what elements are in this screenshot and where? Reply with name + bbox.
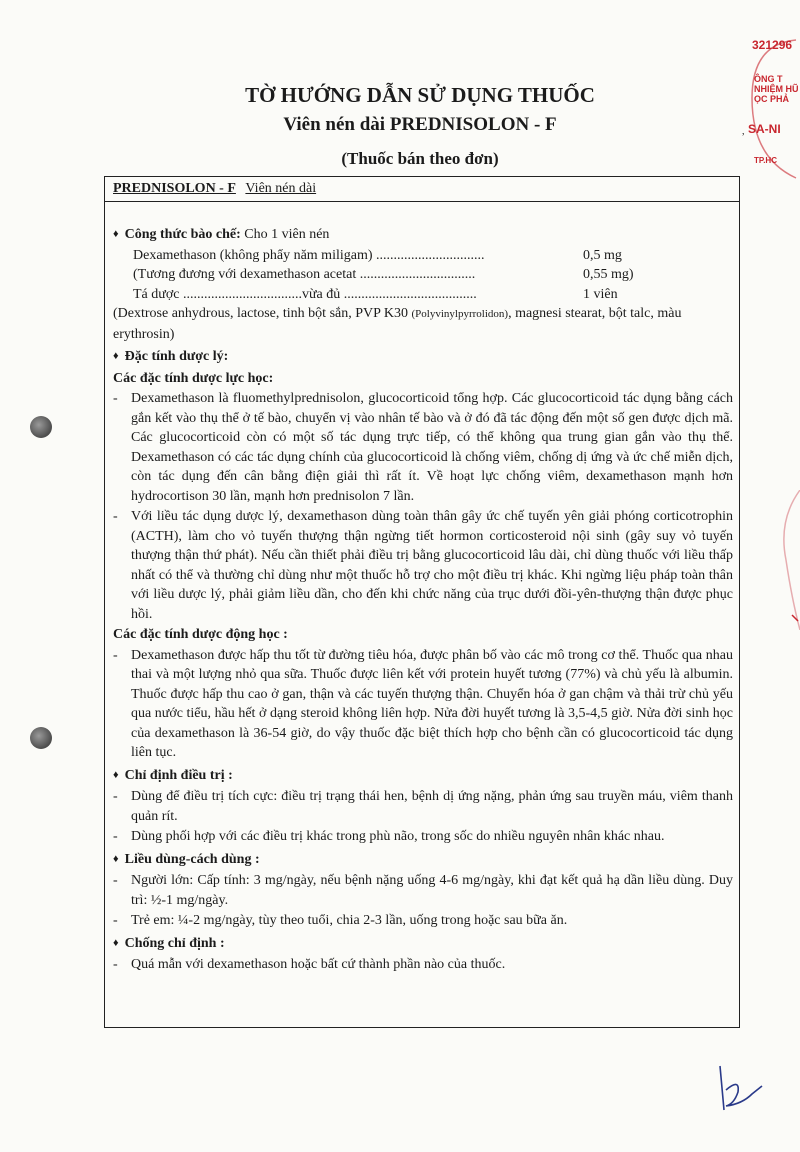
stamp-number: 321296	[752, 38, 793, 52]
prescription-note: (Thuốc bán theo đơn)	[341, 149, 499, 168]
bullet-icon: ♦	[113, 350, 119, 362]
list-item: - Quá mẫn với dexamethason hoặc bất cứ thành phần nào của thuốc.	[113, 957, 506, 972]
list-item: - Người lớn: Cấp tính: 3 mg/ngày, nếu bệnh nặng uống 4-6 mg/ngày, khi đạt kết quả hạ dần liều dùng. Duy trì: ½-1 mg/ngày.	[113, 873, 733, 908]
leaflet-content	[105, 202, 739, 975]
stamp-ring	[746, 38, 800, 188]
handwritten-initials	[712, 1060, 772, 1120]
formula-row	[113, 265, 733, 285]
document-title: TỜ HƯỚNG DẪN SỬ DỤNG THUỐC	[245, 83, 595, 107]
formula-row	[113, 285, 733, 305]
excipients-list: (Dextrose anhydrous, lactose, tinh bột sắn, PVP K30 (Polyvinylpyrrolidon), magnesi stearat, bột talc, màu erythrosin)	[113, 306, 682, 342]
ingredient-amount: 1 viên	[583, 286, 618, 302]
section-pharmacology	[113, 347, 733, 368]
list-item: - Dexamethason là fluomethylprednisolon, glucocorticoid tổng hợp. Các glucocorticoid tác dụng bằng cách gắn kết vào thụ thể ở tế bào, chuyển vị vào nhân tế bào và ở đó đã tác động đến một số gen được dịch mã. Các glucocorticoid còn có một số tác dụng trực tiếp, có thể không qua trung gian gắn vào thụ thể. Dexamethason có các tác dụng chính của glucocorticoid là chống viêm, chống dị ứng và ức chế miễn dịch, còn tác dụng đến cân bằng điện giải thì rất ít. Về hoạt lực chống viêm, dexamethason mạnh hơn hydrocortison 30 lần, mạnh hơn prednisolon 7 lần.	[113, 391, 733, 504]
mark-dot: ,	[742, 126, 745, 137]
section-formula	[113, 225, 733, 246]
formula-row	[113, 246, 733, 266]
list-item: - Với liều tác dụng dược lý, dexamethason dùng toàn thân gây ức chế tuyến yên giải phóng corticotrophin (ACTH), làm cho vỏ tuyến thượng thận ngừng tiết hormon corticosteroid nội sinh (gây suy vỏ tuyến thượng thận thứ phát). Nếu cần thiết phải điều trị bằng glucocorticoid lâu dài, chỉ dùng thuốc với liều thấp nhất có thể và thường chỉ dùng như một thuốc hỗ trợ cho một điều trị khác. Khi ngừng liệu pháp toàn thân với liều dược lý, phải giảm liều dần, cho đến khi chức năng của trục dưới đồi-yên-thượng thận được phục hồi.	[113, 509, 733, 622]
section-indications	[113, 766, 733, 787]
side-stamp-fragment	[772, 490, 800, 630]
title-block	[100, 80, 740, 174]
product-form: Viên nén dài	[245, 181, 317, 196]
section-contraindications	[113, 934, 733, 955]
list-item: - Dùng để điều trị tích cực: điều trị trạng thái hen, bệnh dị ứng nặng, phản ứng sau truyền máu, viêm thanh quản rít.	[113, 789, 733, 824]
bullet-icon: ♦	[113, 852, 119, 865]
section-heading: Chỉ định điều trị :	[124, 767, 233, 783]
section-dosage	[113, 850, 733, 871]
company-stamp	[746, 38, 800, 188]
section-heading: Chống chỉ định :	[124, 935, 225, 951]
ingredient-name: Tá dược ..................................vừa đủ ......................................	[133, 286, 477, 302]
subsection-pharmacodynamics: Các đặc tính dược lực học:	[113, 370, 274, 386]
punch-hole	[30, 416, 52, 438]
list-item: - Dùng phối hợp với các điều trị khác trong phù não, trong sốc do nhiều nguyên nhân khác nhau.	[113, 829, 665, 844]
ingredient-name: (Tương đương với dexamethason acetat .................................	[133, 267, 476, 282]
stamp-company-tail: SA-NI	[748, 122, 781, 136]
product-name: PREDNISOLON - F	[113, 181, 236, 196]
formula-basis: Cho 1 viên nén	[240, 227, 330, 242]
list-item: - Trẻ em: ¼-2 mg/ngày, tùy theo tuổi, chia 2-3 lần, uống trong hoặc sau bữa ăn.	[113, 913, 568, 928]
frame-header	[105, 177, 739, 202]
document-subtitle: Viên nén dài PREDNISOLON - F	[283, 114, 557, 135]
ingredient-name: Dexamethason (không phẩy năm miligam) ...............................	[133, 247, 485, 263]
section-heading: Đặc tính dược lý:	[124, 349, 229, 364]
punch-hole	[30, 727, 52, 749]
bullet-icon: ♦	[113, 936, 119, 949]
subsection-pharmacokinetics: Các đặc tính dược động học :	[113, 627, 288, 642]
bullet-icon: ♦	[113, 768, 119, 781]
leaflet-frame	[104, 176, 740, 1028]
section-heading: Liều dùng-cách dùng :	[124, 851, 260, 867]
stamp-company: ÔNG T NHIỆM HŨ ỌC PHẢ	[754, 74, 799, 104]
bullet-icon: ♦	[113, 228, 119, 240]
list-item: - Dexamethason được hấp thu tốt từ đường tiêu hóa, được phân bố vào các mô trong cơ thể. Thuốc qua nhau thai và một lượng nhỏ qua sữa. Thuốc được liên kết với protein huyết tương (77%) và chủ yếu là albumin. Thuốc được hấp thu cao ở gan, thận và các tuyến thượng thận. Chuyển hóa ở gan chậm và thải trừ chủ yếu qua nước tiểu, hầu hết ở dạng steroid không liên hợp. Nửa đời huyết tương là 3,5-4,5 giờ. Nửa đời sinh học của dexamethason là 36-54 giờ, do vậy thuốc đặc biệt thích hợp cho bệnh cần có glucocorticoid tác dụng liên tục.	[113, 647, 733, 760]
ingredient-amount: 0,5 mg	[583, 247, 622, 263]
section-heading: Công thức bào chế:	[124, 227, 241, 242]
ingredient-amount: 0,55 mg)	[583, 267, 634, 282]
stamp-city: TP.HC	[754, 156, 777, 165]
